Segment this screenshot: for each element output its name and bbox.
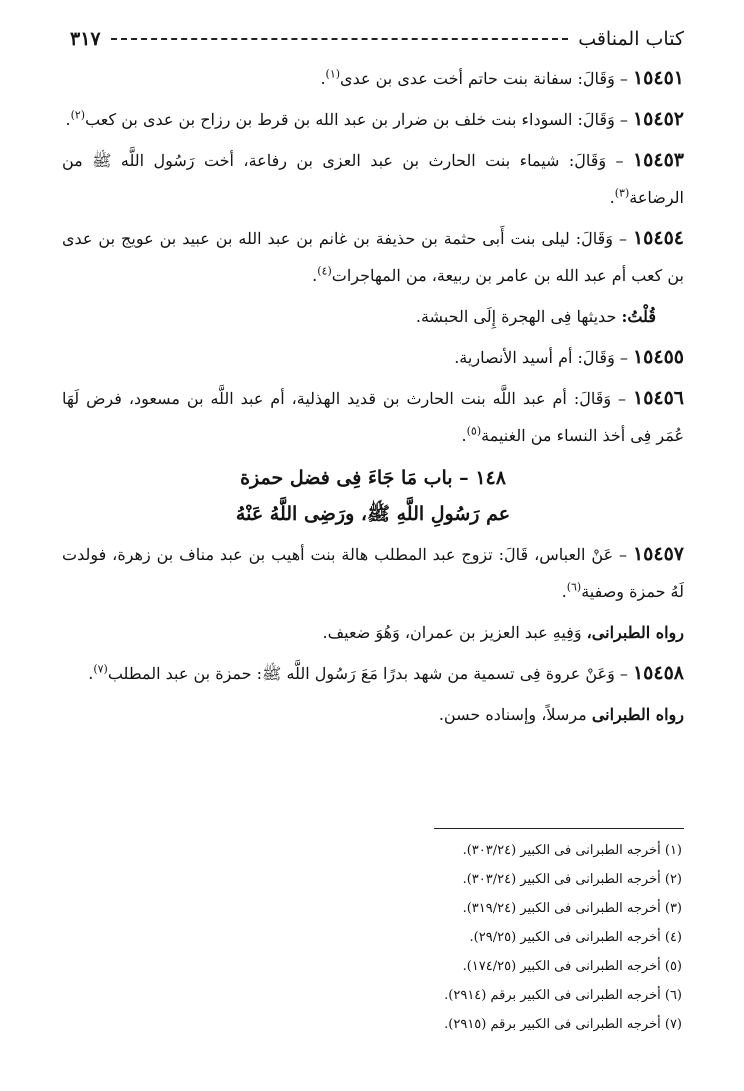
entry-end: .: [561, 582, 567, 601]
footnote: (٥) أخرجه الطبرانى فى الكبير (١٧٤/٢٥).: [462, 959, 682, 974]
qult-note: [62, 298, 684, 335]
entry-text: وَقَالَ: سفانة بنت حاتم أخت عدى بن عدى: [340, 69, 615, 88]
footnote-ref[interactable]: (٦): [566, 580, 582, 594]
footnote-ref[interactable]: (١): [325, 67, 341, 81]
entry-text: وَقَالَ: أم أسيد الأنصارية.: [454, 348, 615, 367]
entry-text: وَقَالَ: شيماء بنت الحارث بن عبد العزى بن رفاعة، أخت رَسُول اللَّه ﷺ من الرضاعة: [62, 151, 684, 207]
header-title: كتاب المناقب: [578, 28, 684, 50]
entry-separator: –: [614, 664, 633, 683]
entry-15455: [62, 339, 684, 376]
footnote: (١) أخرجه الطبرانى فى الكبير (٣٠٣/٢٤).: [462, 843, 682, 858]
footnote: (٦) أخرجه الطبرانى فى الكبير برقم (٢٩١٤).: [444, 988, 682, 1003]
chapter-heading-line1: ١٤٨ – باب مَا جَاءَ فِى فضل حمزة: [240, 467, 506, 489]
narration-text: وَفِيهِ عبد العزيز بن عمران، وَهُوَ ضعيف.: [322, 623, 587, 642]
footnote-ref[interactable]: (٢): [70, 108, 86, 122]
entry-end: .: [461, 426, 467, 445]
entry-15458: [62, 655, 684, 692]
entry-number: ١٥٤٥٤: [632, 227, 684, 249]
entry-text: وَقَالَ: السوداء بنت خلف بن ضرار بن عبد الله بن قرط بن رزاح بن عدى بن كعب: [85, 110, 615, 129]
entry-end: .: [65, 110, 71, 129]
qult-text: حديثها فِى الهجرة إِلَى الحبشة.: [415, 307, 622, 326]
entry-separator: –: [611, 389, 633, 408]
header-rule: [111, 38, 569, 40]
narration-lead: رواه الطبرانى،: [586, 623, 684, 642]
entry-number: ١٥٤٥٢: [632, 108, 684, 130]
entry-15456: [62, 380, 684, 454]
footnote-ref[interactable]: (٧): [93, 662, 108, 676]
entry-text: عَنْ العباس، قَالَ: تزوج عبد المطلب هالة بنت أهيب بن عبد مناف بن زهرة، فولدت لَهُ حمزة وصفية: [62, 545, 684, 601]
entry-separator: –: [613, 229, 633, 248]
chapter-heading: [62, 460, 684, 532]
narration-1: [62, 614, 684, 651]
footnote-ref[interactable]: (٤): [317, 264, 332, 278]
chapter-heading-line2: عم رَسُولِ اللَّهِ ﷺ، ورَضِى اللَّهُ عَنْهُ: [235, 503, 511, 525]
qult-label: قُلْتُ:: [621, 307, 656, 326]
entry-text: وَقَالَ: ليلى بنت أَبى حثمة بن حذيفة بن غانم بن عبد الله بن عبيد بن عويج بن عدى بن كعب أم عبد الله بن عامر بن ربيعة، من المهاجرات: [62, 229, 684, 285]
entry-separator: –: [614, 110, 633, 129]
entry-15451: [62, 60, 684, 97]
entry-separator: –: [614, 69, 633, 88]
entry-number: ١٥٤٥٥: [632, 346, 684, 368]
entry-number: ١٥٤٥٦: [632, 387, 685, 409]
footnote-divider: [434, 828, 684, 829]
entry-separator: –: [614, 348, 633, 367]
entry-text: وَعَنْ عروة فِى تسمية من شهد بدرًا مَعَ رَسُول اللَّه ﷺ: حمزة بن عبد المطلب: [107, 664, 615, 683]
footnote: (٤) أخرجه الطبرانى فى الكبير (٢٩/٢٥).: [469, 930, 682, 945]
running-header: [70, 24, 684, 54]
entry-15454: [62, 220, 684, 294]
entry-number: ١٥٤٥٨: [632, 662, 684, 684]
entry-15453: [62, 142, 684, 216]
narration-text: مرسلاً، وإسناده حسن.: [438, 705, 592, 724]
entry-end: .: [88, 664, 94, 683]
footnote: (٣) أخرجه الطبرانى فى الكبير (٣١٩/٢٤).: [462, 901, 682, 916]
entry-number: ١٥٤٥١: [632, 67, 684, 89]
footnote-ref[interactable]: (٥): [466, 424, 482, 438]
narration-lead: رواه الطبرانى: [591, 705, 684, 724]
entry-15452: [62, 101, 684, 138]
page-number: ٣١٧: [70, 28, 101, 50]
entry-separator: –: [613, 545, 633, 564]
main-text: [62, 60, 684, 737]
narration-2: [62, 696, 684, 733]
entry-end: .: [609, 188, 615, 207]
entry-number: ١٥٤٥٧: [632, 543, 684, 565]
footnotes: [62, 836, 682, 1039]
entry-15457: [62, 536, 684, 610]
footnote-ref[interactable]: (٣): [614, 186, 630, 200]
entry-text: وَقَالَ: أم عبد اللَّه بنت الحارث بن قديد الهذلية، أم عبد اللَّه بن مسعود، فرض لَهَا عُمَر فِى أخذ النساء من الغنيمة: [62, 389, 684, 445]
footnote: (٢) أخرجه الطبرانى فى الكبير (٣٠٣/٢٤).: [462, 872, 682, 887]
entry-separator: –: [606, 151, 633, 170]
entry-end: .: [320, 69, 326, 88]
entry-end: .: [312, 266, 318, 285]
entry-number: ١٥٤٥٣: [632, 149, 684, 171]
footnote: (٧) أخرجه الطبرانى فى الكبير برقم (٢٩١٥).: [444, 1017, 682, 1032]
